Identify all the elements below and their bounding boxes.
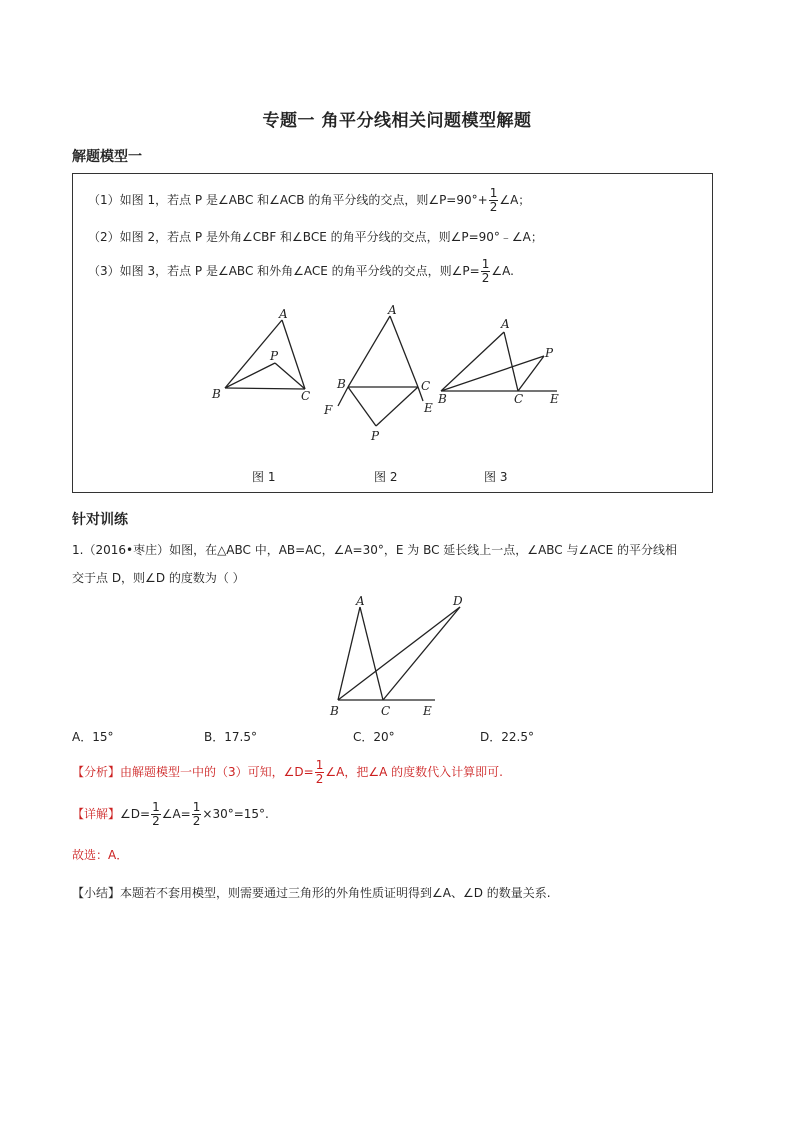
model-item-3: （3）如图 3，若点 P 是∠ABC 和外角∠ACE 的角平分线的交点，则∠P= $\frac{1}{2}$ ∠A. [88,257,514,285]
model-heading: 解题模型一 [72,149,142,165]
fig4-label-c: C [381,704,391,718]
figure-3 [437,317,559,406]
model-figures [200,300,580,450]
fig3-label-a: A [501,317,510,331]
fraction-half: $\frac{1}{2}$ [481,257,490,285]
caption-figure-1: 图 1 [252,470,276,484]
detail-tag: 【详解】 [72,807,121,821]
summary-line: 【小结】本题若不套用模型，则需要通过三角形的外角性质证明得到∠A、∠D 的数量关系. [72,886,551,900]
fig2-label-a: A [388,303,397,317]
detail-line: 【详解】∠D= $\frac{1}{2}$ ∠A= $\frac{1}{2}$ ×30°=15°. [72,800,269,828]
fig4-label-b: B [330,704,339,718]
option-d: D．22.5° [480,730,534,744]
fig2-label-f: F [324,403,333,417]
problem-figure [320,592,470,722]
model-item-1: （1）如图 1，若点 P 是∠ABC 和∠ACB 的角平分线的交点，则∠P=90°+ $\frac{1}{2}$ ∠A； [88,186,531,214]
fig2-label-b: B [337,377,346,391]
fraction-half: $\frac{1}{2}$ [192,800,201,828]
model-item-1-text: （1）如图 1，若点 P 是∠ABC 和∠ACB 的角平分线的交点，则∠P=90°+ [88,193,488,207]
model-item-3-text: （3）如图 3，若点 P 是∠ABC 和外角∠ACE 的角平分线的交点，则∠P= [88,264,480,278]
problem-line-1: 1.（2016•枣庄）如图，在△ABC 中，AB=AC，∠A=30°，E 为 BC 延长线上一点，∠ABC 与∠ACE 的平分线相 [72,543,678,557]
fraction-half: $\frac{1}{2}$ [152,800,160,828]
fig3-label-p: P [545,346,554,360]
figure-2 [323,303,433,443]
fig4-label-d: D [453,594,463,608]
figure-1 [211,307,310,403]
fig4-label-a: A [356,594,365,608]
option-b: B．17.5° [204,730,257,744]
analysis-line: 【分析】由解题模型一中的（3）可知，∠D= $\frac{1}{2}$ ∠A，把∠A 的度数代入计算即可. [72,758,503,786]
fig1-label-b: B [212,387,221,401]
caption-figure-3: 图 3 [484,470,508,484]
fig3-label-b: B [438,392,447,406]
fig1-label-p: P [270,349,279,363]
fig1-label-a: A [279,307,288,321]
page-title: 专题一 角平分线相关问题模型解题 [262,111,532,131]
fig2-label-p: P [371,429,380,443]
fig2-label-e: E [424,401,433,415]
fig3-label-c: C [514,392,524,406]
model-item-2: （2）如图 2，若点 P 是外角∠CBF 和∠BCE 的角平分线的交点，则∠P=90°﹣∠A； [88,230,543,244]
training-heading: 针对训练 [72,512,128,528]
fraction-half: $\frac{1}{2}$ [489,186,498,214]
fig2-label-c: C [421,379,431,393]
fraction-half: $\frac{1}{2}$ [315,758,324,786]
option-a: A．15° [72,730,114,744]
fig3-label-e: E [550,392,559,406]
problem-line-2: 交于点 D，则∠D 的度数为（ ） [72,571,245,585]
caption-figure-2: 图 2 [374,470,398,484]
analysis-tag: 【分析】 [72,765,121,779]
fig1-label-c: C [301,389,311,403]
option-c: C．20° [353,730,395,744]
fig4-label-e: E [423,704,432,718]
answer-line: 故选：A． [72,848,129,862]
